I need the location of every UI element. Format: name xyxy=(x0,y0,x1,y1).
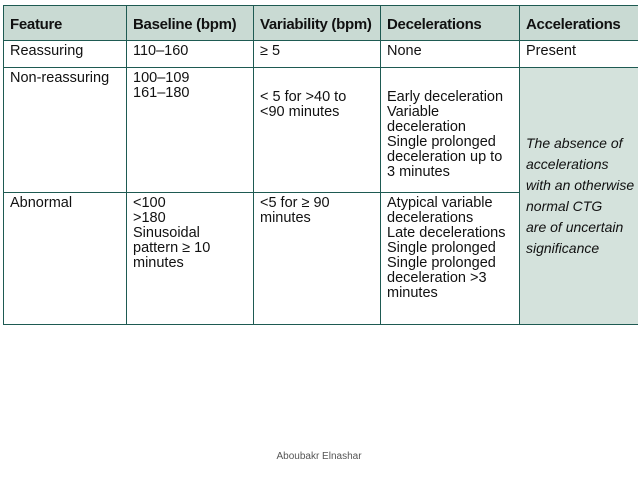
decelerations-line: Early deceleration xyxy=(387,89,504,106)
accelerations-note-line: with an otherwise xyxy=(526,177,635,194)
baseline-line: 100–109 xyxy=(133,70,190,87)
variability-line: ≥ 5 xyxy=(260,43,281,59)
accelerations-note-line: accelerations xyxy=(526,156,609,173)
header-decelerations: Decelerations xyxy=(381,6,520,41)
cell-decelerations-non-reassuring xyxy=(381,68,520,192)
decelerations-line: Single prolonged xyxy=(387,254,496,271)
variability-line: < 5 for >40 to xyxy=(260,89,347,106)
cell-variability-non-reassuring xyxy=(254,68,381,192)
cell-feature-non-reassuring: Non-reassuring xyxy=(4,68,127,192)
cell-variability-abnormal xyxy=(254,192,381,324)
cell-feature-reassuring: Reassuring xyxy=(4,41,127,68)
header-accelerations: Accelerations xyxy=(520,6,638,41)
cell-feature-abnormal: Abnormal xyxy=(4,192,127,324)
table-row-reassuring xyxy=(4,41,638,68)
baseline-line: Sinusoidal xyxy=(133,224,200,241)
variability-line: <90 minutes xyxy=(260,104,340,121)
cell-decelerations-reassuring xyxy=(381,41,520,68)
ctg-classification-table xyxy=(3,5,638,325)
decelerations-line: None xyxy=(387,43,422,59)
decelerations-line: decelerations xyxy=(387,209,474,226)
header-feature: Feature xyxy=(4,6,127,41)
cell-accelerations-note xyxy=(520,68,638,325)
decelerations-line: Atypical variable xyxy=(387,194,493,211)
cell-accelerations-reassuring: Present xyxy=(520,41,638,68)
baseline-line: >180 xyxy=(133,209,166,226)
footer-author: Aboubakr Elnashar xyxy=(276,451,362,462)
decelerations-line: Late decelerations xyxy=(387,224,506,241)
decelerations-line: minutes xyxy=(387,284,438,301)
variability-line: minutes xyxy=(260,209,311,226)
cell-decelerations-abnormal xyxy=(381,192,520,324)
decelerations-line: deceleration xyxy=(387,119,466,136)
decelerations-line: Single prolonged xyxy=(387,134,496,151)
baseline-line: minutes xyxy=(133,254,184,271)
accelerations-note-line: The absence of xyxy=(526,135,623,152)
baseline-line: 161–180 xyxy=(133,85,190,102)
decelerations-line: Single prolonged xyxy=(387,239,496,256)
table-row-non-reassuring xyxy=(4,68,638,192)
accelerations-note-line: normal CTG xyxy=(526,198,603,215)
ctg-classification-table-wrap xyxy=(3,5,638,325)
accelerations-note-line: are of uncertain xyxy=(526,219,624,236)
decelerations-line: Variable xyxy=(387,104,440,121)
cell-variability-reassuring xyxy=(254,41,381,68)
header-baseline: Baseline (bpm) xyxy=(127,6,254,41)
variability-line: <5 for ≥ 90 xyxy=(260,194,330,211)
decelerations-line: deceleration >3 xyxy=(387,269,487,286)
baseline-line: <100 xyxy=(133,194,166,211)
baseline-line: pattern ≥ 10 xyxy=(133,239,211,256)
accelerations-note-line: significance xyxy=(526,240,600,257)
header-variability: Variability (bpm) xyxy=(254,6,381,41)
table-header-row xyxy=(4,6,638,41)
cell-baseline-non-reassuring xyxy=(127,68,254,192)
decelerations-line: 3 minutes xyxy=(387,164,450,181)
decelerations-line: deceleration up to xyxy=(387,149,503,166)
baseline-line: 110–160 xyxy=(133,43,189,59)
cell-baseline-reassuring xyxy=(127,41,254,68)
cell-baseline-abnormal xyxy=(127,192,254,324)
